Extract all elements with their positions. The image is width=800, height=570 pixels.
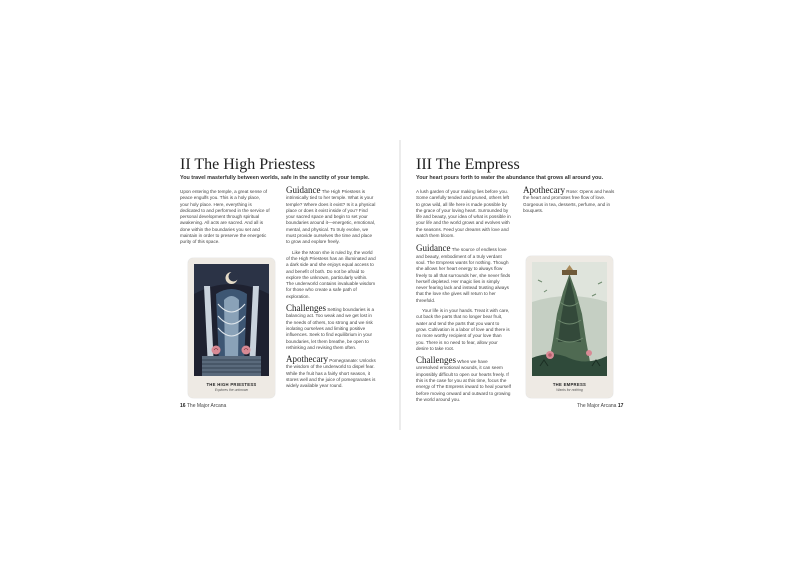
apothecary-section <box>286 356 376 389</box>
challenges-section <box>286 305 376 351</box>
right-column <box>523 187 615 218</box>
page-subtitle: Your heart pours forth to water the abundance that grows all around you. <box>416 175 604 181</box>
page-subtitle: You travel masterfully between worlds, safe in the sanctity of your temple. <box>180 175 370 181</box>
apothecary-text: Rose: Opens and heals the heart and promotes free flow of love. Gorgeous in tea, desserts, perfume, and in bouquets. <box>523 189 615 213</box>
footer-label: The Major Arcana <box>577 403 617 409</box>
page-footer <box>180 403 226 409</box>
page-title: III The Empress <box>416 156 520 173</box>
intro-paragraph: A lush garden of your making lies before you. Some carefully tended and pruned, others left to grow wild, all life here is made possible by the grace of your loving heart. Surrounded by life and beauty, your idea of what is possible in your life and the world grows and evolves with the seasons. Feed your dreams with love and watch them bloom. <box>416 189 511 239</box>
challenges-heading: Challenges <box>286 303 326 314</box>
challenges-text: Setting boundaries is a balancing act. Too weak and we get lost in the needs of others, too strong and we risk isolating ourselves and limiting positive influences. Seek to find equilibrium in your boundaries, let them breathe, be open to rethinking and revising them often. <box>286 307 375 350</box>
apothecary-section <box>523 187 615 214</box>
guidance-text-2: Like the Moon she is ruled by, the world of the High Priestess has an illuminated and a dark side and she enjoys equal access to and benefit of both. Do not be afraid to explore the unknown, particularly within. The underworld contains invaluable wisdom for those who create a safe path of exploration. <box>286 249 376 299</box>
guidance-text-2: Your life is in your hands. Treat it with care, cut back the parts that no longer bear fruit, water and tend the parts that you want to grow. Cultivation is a labor of love and there is no more worthy recipient of your love than you. There is no need to fear, allow your desire to take root. <box>416 308 510 351</box>
challenges-section <box>416 357 511 403</box>
guidance-text: The High Priestess is intrinsically tied to her temple. What is your temple? Where does it exist? Is it a physical place or does it exist inside of you? Find your sacred space and begin to set your boundaries around it—energetic, emotional, mental, and physical. To truly evolve, we must provide ourselves the time and place to grow and explore freely. <box>286 189 376 245</box>
guidance-section <box>286 187 376 246</box>
apothecary-text: Pomegranate: Unlocks the wisdom of the underworld to dispel fear. While the fruit has a fairly short season, it stores well and the juice of pomegranates is widely available year round. <box>286 358 376 389</box>
empress-illustration <box>532 262 607 376</box>
high-priestess-illustration <box>194 264 269 376</box>
footer-label: The Major Arcana <box>186 403 227 409</box>
guidance-text: The source of endless love and beauty, embodiment of a truly verdant soul. The Empress wants for nothing. Though she allows her heart energy to always flow freely to all that surrounds her, she never finds herself depleted. Her magic lies in simply never fearing lack and instead trusting always that the love she gives will return to her threefold. <box>416 247 511 303</box>
card-title: THE EMPRESS <box>552 382 587 387</box>
card-subtitle: Explores the unknown <box>214 388 249 392</box>
page-number: 17 <box>617 403 624 409</box>
tarot-card-empress <box>526 256 613 398</box>
left-column <box>416 189 511 407</box>
tarot-card-high-priestess <box>188 258 275 398</box>
card-subtitle: Wants for nothing <box>556 388 583 392</box>
guidance-heading: Guidance <box>416 243 451 254</box>
challenges-heading: Challenges <box>416 355 456 366</box>
guidance-heading: Guidance <box>286 185 321 195</box>
page-title: II The High Priestess <box>180 156 316 173</box>
guidance-section <box>416 245 511 304</box>
card-title: THE HIGH PRIESTESS <box>206 382 257 387</box>
apothecary-heading: Apothecary <box>286 354 328 365</box>
challenges-text: When we have unresolved emotional wounds, it can seem impossibly difficult to open our hearts freely. If this is the case for you at this time, focus the energy of The Empress inward to heal yourself before moving onward and outward to growing the world around you. <box>416 359 511 402</box>
page-footer <box>577 403 623 409</box>
intro-paragraph: Upon entering the temple, a great sense of peace engulfs you. This is a holy place, your holy place. Here, everything is dedicated to and performed in the service of personal development through spiritual awakening. All acts are sacred. And all is done within the boundaries you set and maintain in order to preserve the energetic purity of this space. <box>180 189 270 245</box>
pomegranate-icon <box>212 346 221 355</box>
right-page <box>400 0 800 570</box>
right-column <box>286 187 376 394</box>
page-number: 16 <box>180 403 186 409</box>
apothecary-heading: Apothecary <box>523 185 565 195</box>
